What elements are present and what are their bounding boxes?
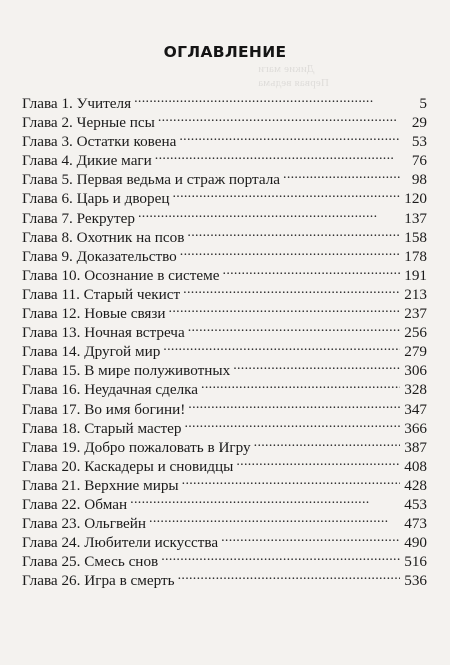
- toc-entry-page-number: 473: [404, 515, 427, 533]
- dot-leader: [130, 490, 400, 509]
- toc-entry-label: Глава 14. Другой мир: [22, 343, 161, 361]
- toc-entry-page-number: 428: [404, 476, 427, 494]
- table-of-contents: [22, 89, 427, 590]
- toc-entry-label: Глава 17. Во имя богини!: [22, 400, 186, 418]
- toc-entry-page-number: 453: [404, 495, 427, 513]
- dot-leader: [158, 108, 400, 127]
- toc-entry-page-number: 387: [404, 438, 427, 456]
- toc-entry-label: Глава 20. Каскадеры и сновидцы: [22, 457, 234, 475]
- toc-entry-label: Глава 10. Осознание в системе: [22, 266, 220, 284]
- toc-entry-label: Глава 2. Черные псы: [22, 114, 155, 132]
- toc-entry-label: Глава 6. Царь и дворец: [22, 190, 170, 208]
- dot-leader: [163, 337, 400, 356]
- dot-leader: [187, 223, 400, 242]
- dot-leader: [178, 566, 400, 585]
- toc-entry-page-number: 191: [404, 266, 427, 284]
- dot-leader: [201, 375, 400, 394]
- toc-entry-label: Глава 4. Дикие маги: [22, 152, 152, 170]
- toc-entry-page-number: 137: [404, 209, 427, 227]
- toc-entry-page-number: 178: [404, 247, 427, 265]
- dot-leader: [134, 89, 400, 108]
- toc-entry-label: Глава 26. Игра в смерть: [22, 572, 175, 590]
- toc-entry-page-number: 76: [411, 152, 427, 170]
- toc-entry-page-number: 347: [404, 400, 427, 418]
- dot-leader: [169, 299, 400, 318]
- toc-entry-page-number: 328: [404, 381, 427, 399]
- toc-entry-label: Глава 8. Охотник на псов: [22, 228, 185, 246]
- dot-leader: [179, 127, 400, 146]
- dot-leader: [155, 146, 400, 165]
- toc-entry-label: Глава 23. Ольгвейн: [22, 515, 147, 533]
- toc-entry-label: Глава 5. Первая ведьма и страж портала: [22, 171, 281, 189]
- dot-leader: [236, 452, 400, 471]
- dot-leader: [283, 165, 400, 184]
- toc-entry-label: Глава 1. Учителя: [22, 95, 132, 112]
- toc-entry-label: Глава 25. Смесь снов: [22, 553, 159, 571]
- toc-entry-page-number: 490: [404, 534, 427, 552]
- toc-entry-label: Глава 18. Старый мастер: [22, 419, 182, 437]
- toc-entry-label: Глава 24. Любители искусства: [22, 534, 219, 552]
- dot-leader: [138, 204, 400, 223]
- toc-entry: [22, 89, 427, 112]
- toc-entry-label: Глава 13. Ночная встреча: [22, 324, 185, 342]
- toc-entry-page-number: 53: [411, 133, 427, 151]
- dot-leader: [233, 356, 400, 375]
- toc-entry-page-number: 237: [404, 305, 427, 323]
- toc-entry-label: Глава 3. Остатки ковена: [22, 133, 177, 151]
- toc-entry-label: Глава 12. Новые связи: [22, 305, 166, 323]
- toc-entry-page-number: 279: [404, 343, 427, 361]
- dot-leader: [221, 528, 400, 547]
- page-title: ОГЛАВЛЕНИЕ: [163, 43, 287, 61]
- toc-entry-page-number: 256: [404, 324, 427, 342]
- toc-entry-label: Глава 9. Доказательство: [22, 247, 177, 265]
- dot-leader: [223, 261, 400, 280]
- toc-entry-label: Глава 21. Верхние миры: [22, 476, 179, 494]
- toc-entry-label: Глава 16. Неудачная сделка: [22, 381, 199, 399]
- dot-leader: [172, 184, 400, 203]
- dot-leader: [188, 395, 400, 414]
- dot-leader: [149, 509, 400, 528]
- toc-entry-page-number: 213: [404, 285, 427, 303]
- dot-leader: [180, 242, 400, 261]
- toc-entry-page-number: 158: [404, 228, 427, 246]
- bleed-through-line: Первая ведьма: [258, 77, 329, 89]
- toc-entry-label: Глава 11. Старый чекист: [22, 285, 181, 303]
- bleed-through-line: Дикие маги: [258, 63, 315, 75]
- dot-leader: [184, 414, 400, 433]
- toc-entry-label: Глава 15. В мире полуживотных: [22, 362, 231, 380]
- toc-entry-page-number: 120: [404, 190, 427, 208]
- toc-entry-label: Глава 22. Обман: [22, 495, 128, 513]
- dot-leader: [183, 280, 400, 299]
- toc-entry-page-number: 5: [419, 95, 427, 112]
- toc-entry-page-number: 366: [404, 419, 427, 437]
- toc-entry-page-number: 29: [411, 114, 427, 132]
- dot-leader: [188, 318, 400, 337]
- toc-entry-label: Глава 7. Рекрутер: [22, 209, 135, 227]
- toc-entry-page-number: 536: [404, 572, 427, 590]
- toc-entry-page-number: 516: [404, 553, 427, 571]
- toc-entry-page-number: 408: [404, 457, 427, 475]
- toc-entry-label: Глава 19. Добро пожаловать в Игру: [22, 438, 251, 456]
- dot-leader: [254, 433, 400, 452]
- dot-leader: [182, 471, 400, 490]
- toc-entry-page-number: 98: [411, 171, 427, 189]
- dot-leader: [161, 547, 400, 566]
- toc-entry-page-number: 306: [404, 362, 427, 380]
